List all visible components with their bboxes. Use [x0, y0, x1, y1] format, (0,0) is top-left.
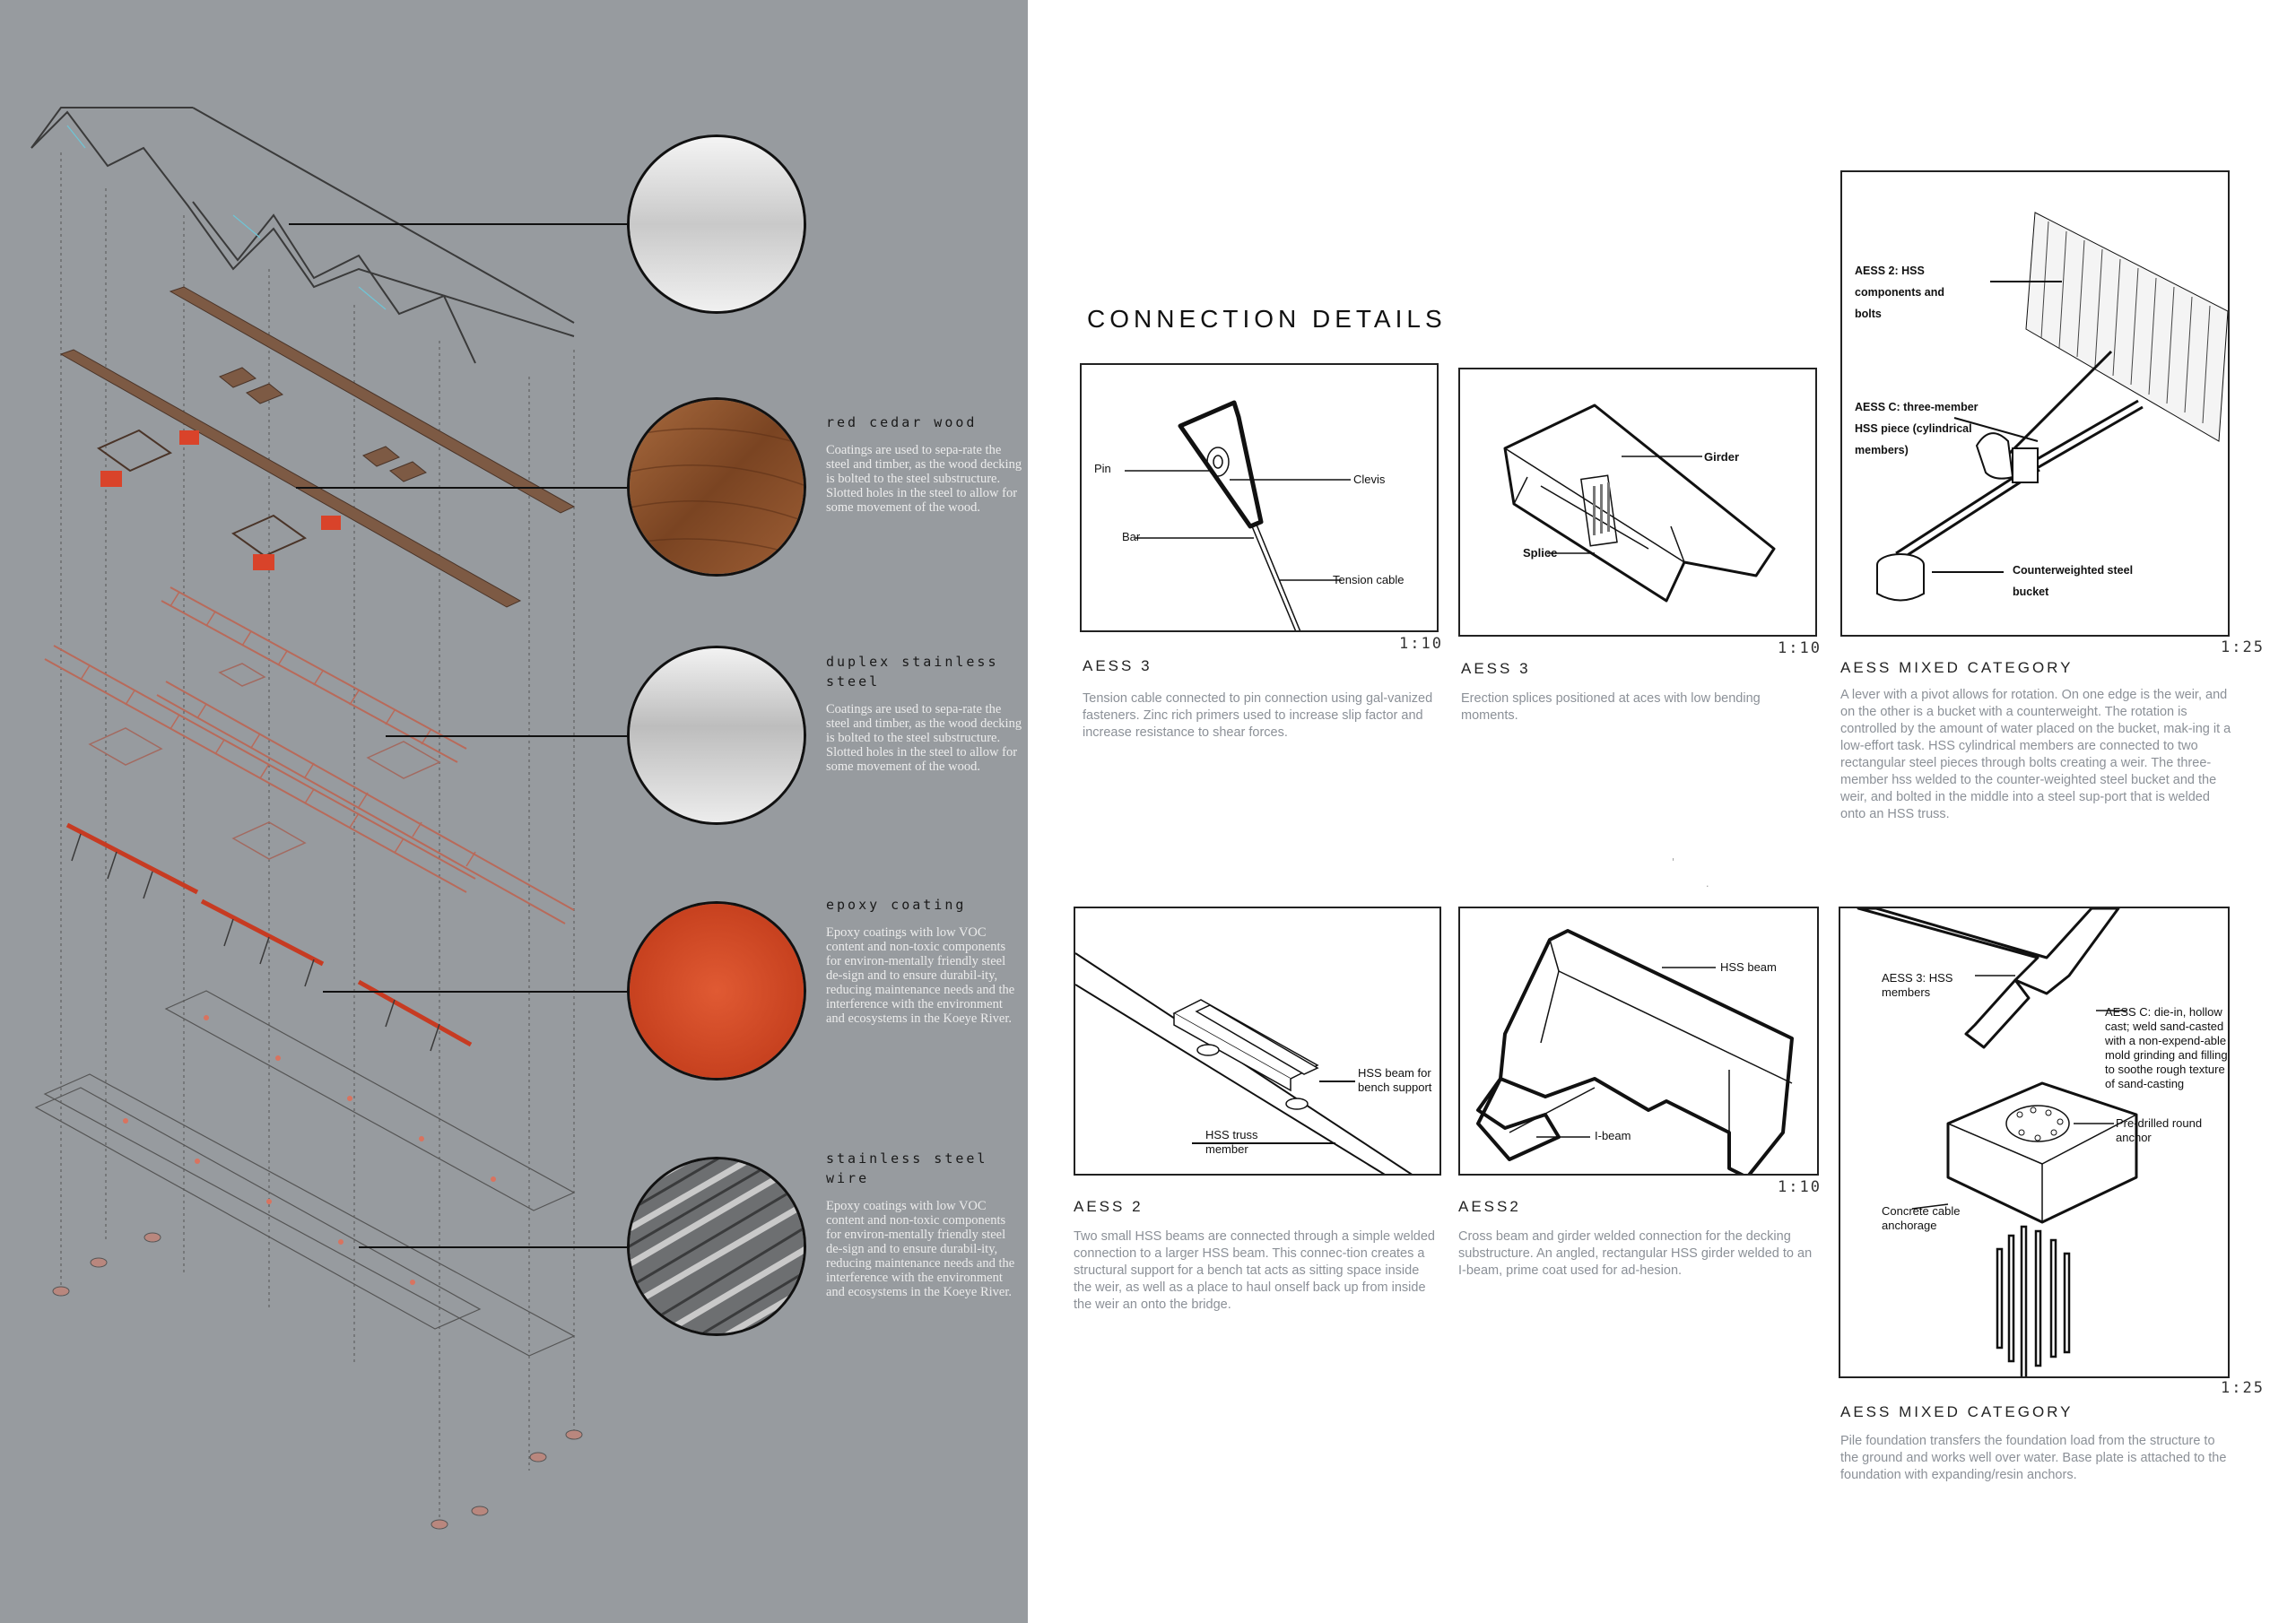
material-title: stainless steel wire — [826, 1150, 988, 1186]
material-description: Coatings are used to sepa-rate the steel and timber, as the wood decking is bolted to the steel substructure. Slotted holes in the steel to allow for some movement of the wood. — [826, 702, 1022, 774]
decking-layer — [61, 287, 574, 607]
stray-mark: · — [1706, 881, 1709, 892]
scale-detail-1: 1:10 — [1399, 635, 1443, 653]
label-aess-c-three-member: AESS C: three-member HSS piece (cylindrical members) — [1855, 401, 1979, 456]
category-detail-2: AESS 3 — [1461, 660, 1531, 677]
ladder-rungs — [81, 592, 475, 866]
detail-card-cross-beam — [1458, 907, 1819, 1176]
category-detail-4: AESS 2 — [1074, 1198, 1144, 1215]
swatch-red-cedar-wood — [627, 397, 806, 577]
leader-line-red-cedar — [296, 487, 630, 489]
material-title: duplex stainless steel — [826, 654, 999, 690]
swatch-duplex-stainless-steel — [627, 646, 806, 825]
cable-nodes — [123, 1015, 496, 1285]
pile-footings — [53, 1233, 582, 1529]
detail-card-pin-clevis — [1080, 363, 1439, 632]
category-detail-1: AESS 3 — [1083, 657, 1152, 674]
material-description: Epoxy coatings with low VOC content and non-toxic components for environ-mentally friendly steel de-sign and to ensure durabil-ity, reducing maintenance needs and the interference with the environment and ecosystems in the Koeye River. — [826, 1199, 1015, 1299]
truss-layer — [31, 108, 574, 363]
swatch-epoxy-coating — [627, 901, 806, 1081]
exploded-axonometric-panel — [0, 0, 1028, 1623]
label-concrete-cable-anchorage: Concrete cable anchorage — [1882, 1204, 1961, 1232]
leader-line-epoxy — [323, 991, 630, 993]
material-title: red cedar wood — [826, 414, 978, 430]
description-detail-5: Cross beam and girder welded connection for the decking substructure. An angled, rectangular HSS girder welded to an I-beam, prime coat used for ad-hesion. — [1458, 1229, 1813, 1278]
leader-line-duplex-steel — [386, 735, 630, 737]
category-detail-6: AESS MIXED CATEGORY — [1840, 1403, 2074, 1420]
exploded-axonometric-drawing — [0, 0, 1028, 1623]
label-hss-truss-member: HSS truss member — [1205, 1128, 1258, 1156]
detail-card-pile-foundation — [1839, 907, 2230, 1378]
decking-plates — [99, 430, 305, 556]
label-tension-cable: Tension cable — [1333, 573, 1405, 586]
label-pin: Pin — [1094, 462, 1111, 475]
truss-bracing — [67, 126, 386, 309]
description-detail-2: Erection splices positioned at aces with low bending moments. — [1461, 691, 1761, 723]
scale-detail-3: 1:25 — [2221, 638, 2265, 656]
description-detail-4: Two small HSS beams are connected through a simple welded connection to a larger HSS beam. This connec-tion creates a structural support for a bench tat acts as sitting space inside the weir, as well as a place to haul onself back up from inside the weir an onto the bridge. — [1074, 1229, 1435, 1312]
detail-card-weir-lever — [1840, 170, 2230, 637]
leader-line-steel-top — [289, 223, 630, 225]
label-hss-beam: HSS beam — [1720, 960, 1777, 974]
detail-card-girder-splice — [1458, 368, 1817, 637]
description-detail-6: Pile foundation transfers the foundation load from the structure to the ground and works well over water. Base plate is attached to the foundation with expanding/resin anchors. — [1840, 1434, 2227, 1482]
category-detail-5: AESS2 — [1458, 1198, 1521, 1215]
girder-splice-drawing — [1460, 369, 1817, 637]
material-duplex-stainless-steel — [826, 652, 1023, 774]
cable-frames — [36, 991, 574, 1356]
description-detail-1: Tension cable connected to pin connection using gal-vanized fasteners. Zinc rich primers used to increase slip factor and increase resistance to shear forces. — [1083, 691, 1433, 740]
material-description: Epoxy coatings with low VOC content and non-toxic components for environ-mentally friendly steel de-sign and to ensure durabil-ity, reducing maintenance needs and the interference with the environment and ecosystems in the Koeye River. — [826, 925, 1015, 1026]
label-bar: Bar — [1122, 530, 1141, 543]
section-title: CONNECTION DETAILS — [1087, 305, 1447, 333]
detail-card-bench-support — [1074, 907, 1441, 1176]
category-detail-3: AESS MIXED CATEGORY — [1840, 659, 2074, 676]
scale-detail-2: 1:10 — [1778, 639, 1822, 657]
scale-detail-6: 1:25 — [2221, 1379, 2265, 1397]
material-red-cedar-wood — [826, 412, 1023, 515]
label-pre-drilled-anchor: Pre-drilled round anchor — [2116, 1116, 2203, 1144]
alignment-lines — [61, 152, 574, 1524]
stray-mark: ' — [1672, 856, 1675, 868]
label-girder: Girder — [1704, 450, 1740, 464]
pin-clevis-drawing — [1082, 365, 1439, 632]
material-description: Coatings are used to sepa-rate the steel and timber, as the wood decking is bolted to the steel substructure. Slotted holes in the steel to allow for some movement of the wood. — [826, 443, 1022, 515]
label-aess-c-die-in: AESS C: die-in, hollow cast; weld sand-casted with a non-expend-able mold grinding and filling to soothe rough texture of sand-casting — [2105, 1005, 2228, 1090]
epoxy-brackets-top — [100, 430, 341, 570]
material-epoxy-coating — [826, 895, 1023, 1026]
label-hss-beam-bench: HSS beam for bench support — [1358, 1066, 1432, 1094]
leader-line-steel-wire — [359, 1246, 630, 1248]
label-splice: Splice — [1523, 546, 1558, 560]
material-stainless-steel-wire — [826, 1149, 1023, 1299]
label-i-beam: I-beam — [1595, 1129, 1631, 1142]
label-aess3-hss-members: AESS 3: HSS members — [1882, 971, 1953, 999]
ladder-frames — [45, 587, 574, 924]
description-detail-3: A lever with a pivot allows for rotation. On one edge is the weir, and on the other is a bucket with a counterweight. The rotation is controlled by the amount of water placed on the bucket, mak-ing it a low-effort task. HSS cylindrical members are connected to two rectangular steel pieces through bolts creating a weir. The three-member hss welded to the counter-weighted steel bucket and the weir, and bolted in the middle into a steel sup-port that is welded onto an HSS truss. — [1840, 688, 2231, 821]
swatch-stainless-steel-wire — [627, 1157, 806, 1336]
material-title: epoxy coating — [826, 897, 967, 913]
label-aess2-hss-components: AESS 2: HSS components and bolts — [1855, 265, 1945, 320]
label-clevis: Clevis — [1353, 473, 1386, 486]
cross-beam-drawing — [1460, 908, 1819, 1176]
swatch-steel-top — [627, 135, 806, 314]
scale-detail-5: 1:10 — [1778, 1178, 1822, 1196]
label-counterweighted-bucket: Counterweighted steel bucket — [2013, 564, 2134, 598]
